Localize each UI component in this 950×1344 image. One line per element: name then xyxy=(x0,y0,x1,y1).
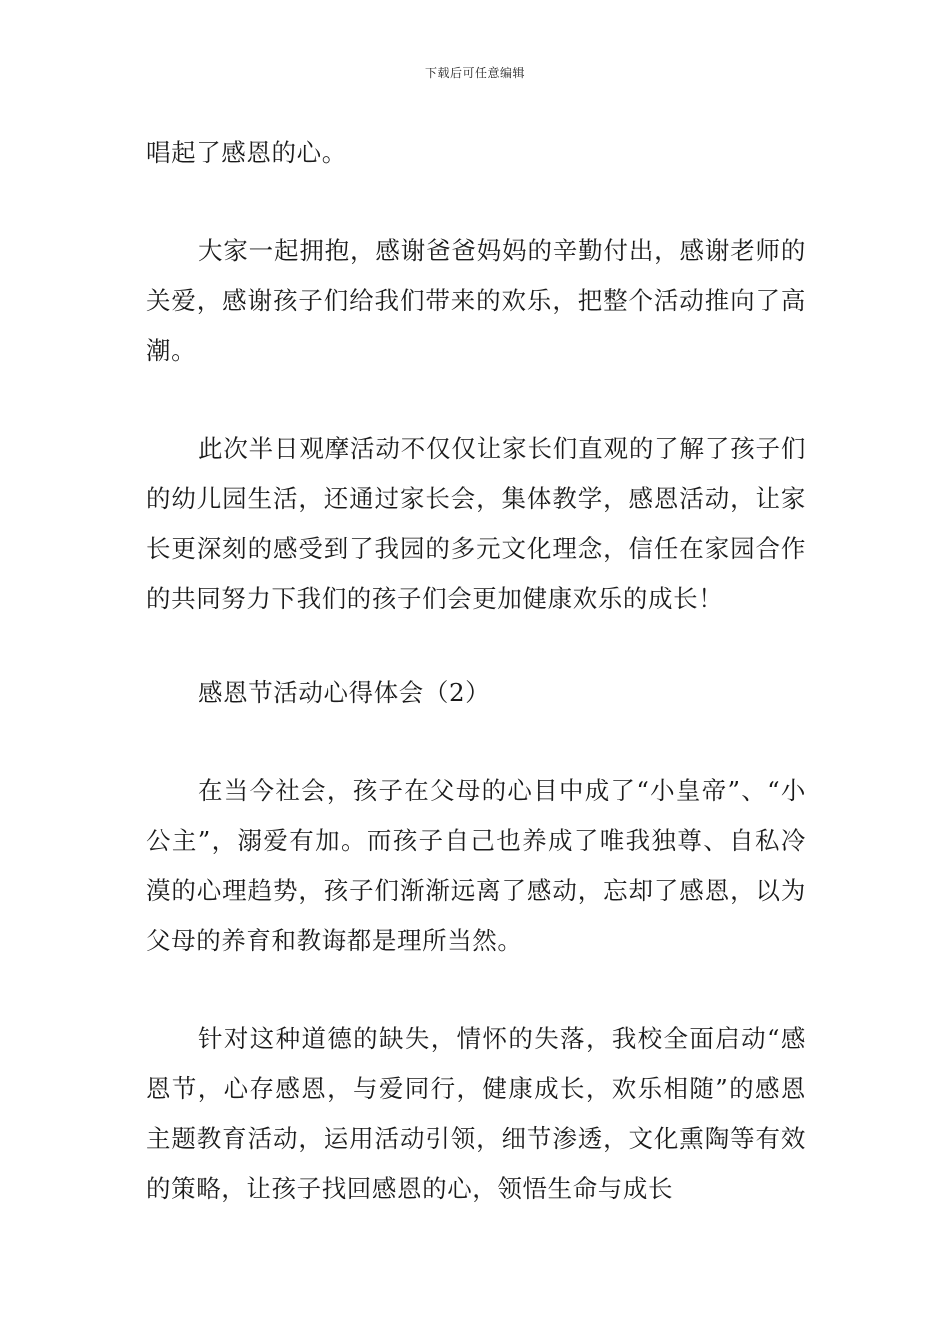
paragraph: 针对这种道德的缺失，情怀的失落，我校全面启动“感恩节，心存感恩，与爱同行，健康成长，欢乐相随”的感恩主题教育活动，运用活动引领，细节渗透，文化熏陶等有效的策略，让孩子找回感恩的心，领悟生命与成长 xyxy=(146,1024,806,1203)
section-heading: 感恩节活动心得体会（2） xyxy=(198,678,491,707)
paragraph-continuation: 唱起了感恩的心。 xyxy=(146,138,347,167)
paragraph: 大家一起拥抱，感谢爸爸妈妈的辛勤付出，感谢老师的关爱，感谢孩子们给我们带来的欢乐，把整个活动推向了高潮。 xyxy=(146,236,806,365)
paragraph: 在当今社会，孩子在父母的心目中成了“小皇帝”、“小公主”，溺爱有加。而孩子自己也养成了唯我独尊、自私冷漠的心理趋势，孩子们渐渐远离了感动，忘却了感恩，以为父母的养育和教诲都是理所当然。 xyxy=(146,776,806,955)
document-body xyxy=(146,128,806,1214)
header-note: 下载后可任意编辑 xyxy=(424,66,525,80)
paragraph: 此次半日观摩活动不仅仅让家长们直观的了解了孩子们的幼儿园生活，还通过家长会，集体教学，感恩活动，让家长更深刻的感受到了我园的多元文化理念，信任在家园合作的共同努力下我们的孩子们会更加健康欢乐的成长！ xyxy=(146,434,806,613)
